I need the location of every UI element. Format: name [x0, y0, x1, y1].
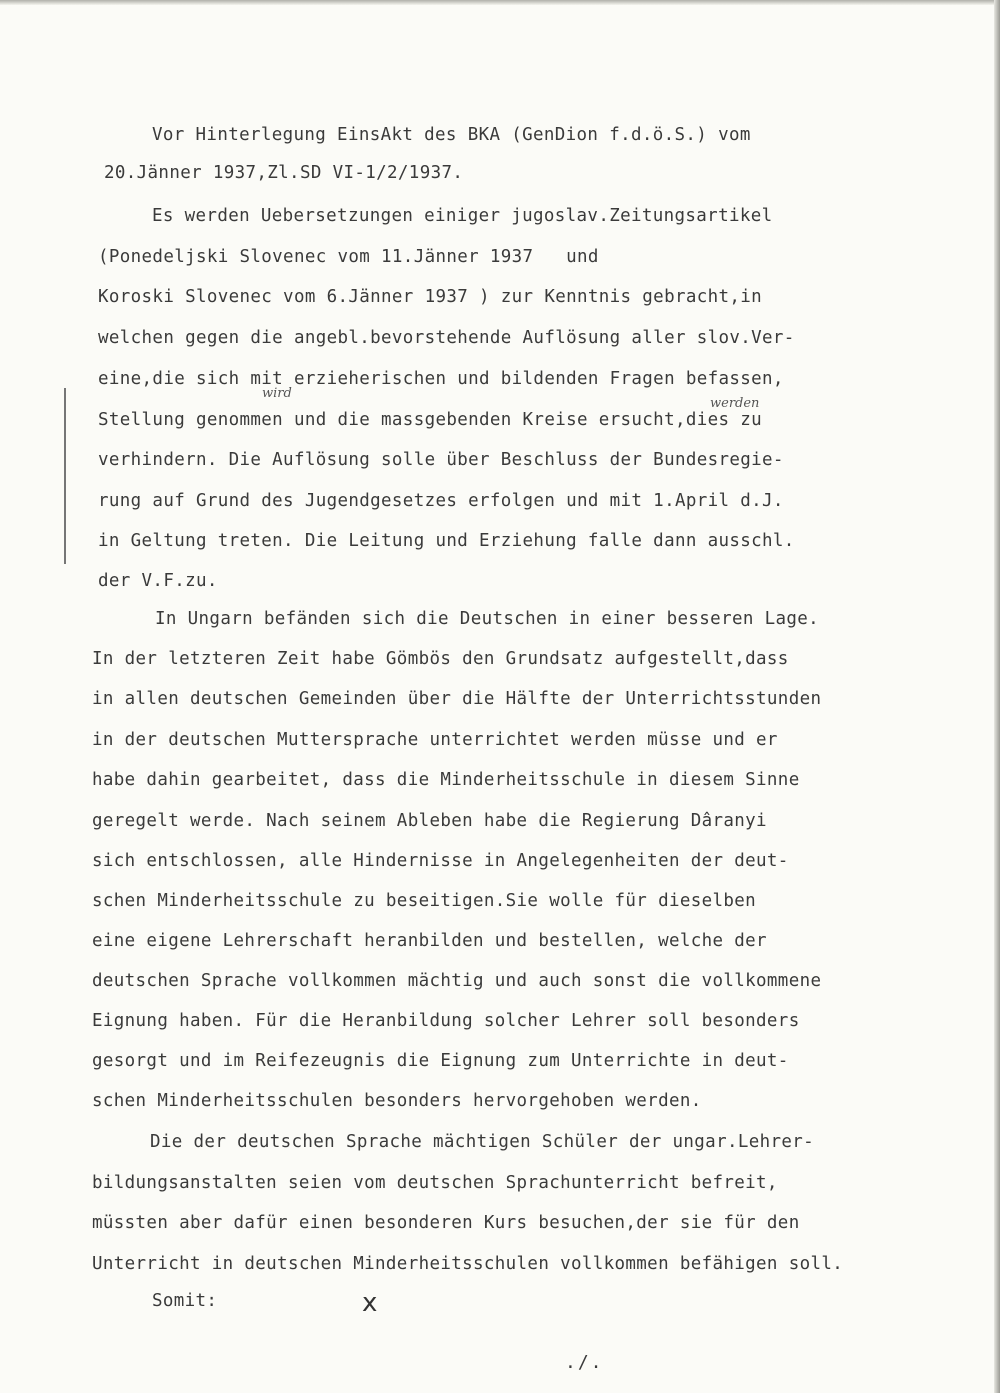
text-line: in allen deutschen Gemeinden über die Hälfte der Unterrichtsstunden — [92, 689, 822, 709]
text-line: rung auf Grund des Jugendgesetzes erfolgen und mit 1.April d.J. — [98, 491, 784, 511]
text-line: eine eigene Lehrerschaft heranbilden und bestellen, welche der — [92, 931, 767, 951]
text-line: schen Minderheitsschulen besonders hervorgehoben werden. — [92, 1091, 702, 1111]
page-continuation-marker: ./. — [565, 1352, 604, 1373]
text-line: deutschen Sprache vollkommen mächtig und auch sonst die vollkommene — [92, 971, 822, 991]
text-line: geregelt werde. Nach seinem Ableben habe die Regierung Dâranyi — [92, 811, 767, 831]
text-line: Unterricht in deutschen Minderheitsschulen vollkommen befähigen soll. — [92, 1254, 844, 1274]
page-top-edge — [0, 0, 1000, 5]
text-line: Somit: — [152, 1291, 218, 1311]
text-line: In der letzteren Zeit habe Gömbös den Grundsatz aufgestellt,dass — [92, 649, 789, 669]
text-line: Die der deutschen Sprache mächtigen Schüler der ungar.Lehrer- — [150, 1132, 815, 1152]
text-line: Koroski Slovenec vom 6.Jänner 1937 ) zur Kenntnis gebracht,in — [98, 287, 763, 307]
text-line: sich entschlossen, alle Hindernisse in Angelegenheiten der deut- — [92, 851, 789, 871]
text-line: eine,die sich mit erzieherischen und bildenden Fragen befassen, — [98, 369, 784, 389]
handwritten-mark: x — [362, 1288, 378, 1318]
text-line: in der deutschen Muttersprache unterrichtet werden müsse und er — [92, 730, 778, 750]
text-line: Eignung haben. Für die Heranbildung solcher Lehrer soll besonders — [92, 1011, 800, 1031]
text-line: Stellung genommen und die massgebenden Kreise ersucht,dies zu — [98, 410, 763, 430]
text-line: Es werden Uebersetzungen einiger jugoslav.Zeitungsartikel — [152, 206, 773, 226]
text-line: (Ponedeljski Slovenec vom 11.Jänner 1937 und — [98, 247, 599, 267]
text-line: schen Minderheitsschule zu beseitigen.Sie wolle für dieselben — [92, 891, 757, 911]
text-line: In Ungarn befänden sich die Deutschen in einer besseren Lage. — [155, 609, 820, 629]
handwritten-annotation: wird — [262, 386, 292, 401]
page-right-edge — [994, 0, 1000, 1393]
text-line: der V.F.zu. — [98, 571, 218, 591]
handwritten-annotation: werden — [710, 396, 760, 411]
text-line: Vor Hinterlegung EinsAkt des BKA (GenDion f.d.ö.S.) vom — [152, 125, 751, 145]
text-line: habe dahin gearbeitet, dass die Minderheitsschule in diesem Sinne — [92, 770, 800, 790]
text-line: bildungsanstalten seien vom deutschen Sprachunterricht befreit, — [92, 1173, 778, 1193]
text-line: in Geltung treten. Die Leitung und Erziehung falle dann ausschl. — [98, 531, 795, 551]
margin-vertical-line — [64, 388, 66, 564]
text-line: welchen gegen die angebl.bevorstehende Auflösung aller slov.Ver- — [98, 328, 795, 348]
text-line: müssten aber dafür einen besonderen Kurs besuchen,der sie für den — [92, 1213, 800, 1233]
text-line: verhindern. Die Auflösung solle über Beschluss der Bundesregie- — [98, 450, 784, 470]
text-line: gesorgt und im Reifezeugnis die Eignung zum Unterrichte in deut- — [92, 1051, 789, 1071]
text-line: 20.Jänner 1937,Zl.SD VI-1/2/1937. — [104, 163, 464, 183]
